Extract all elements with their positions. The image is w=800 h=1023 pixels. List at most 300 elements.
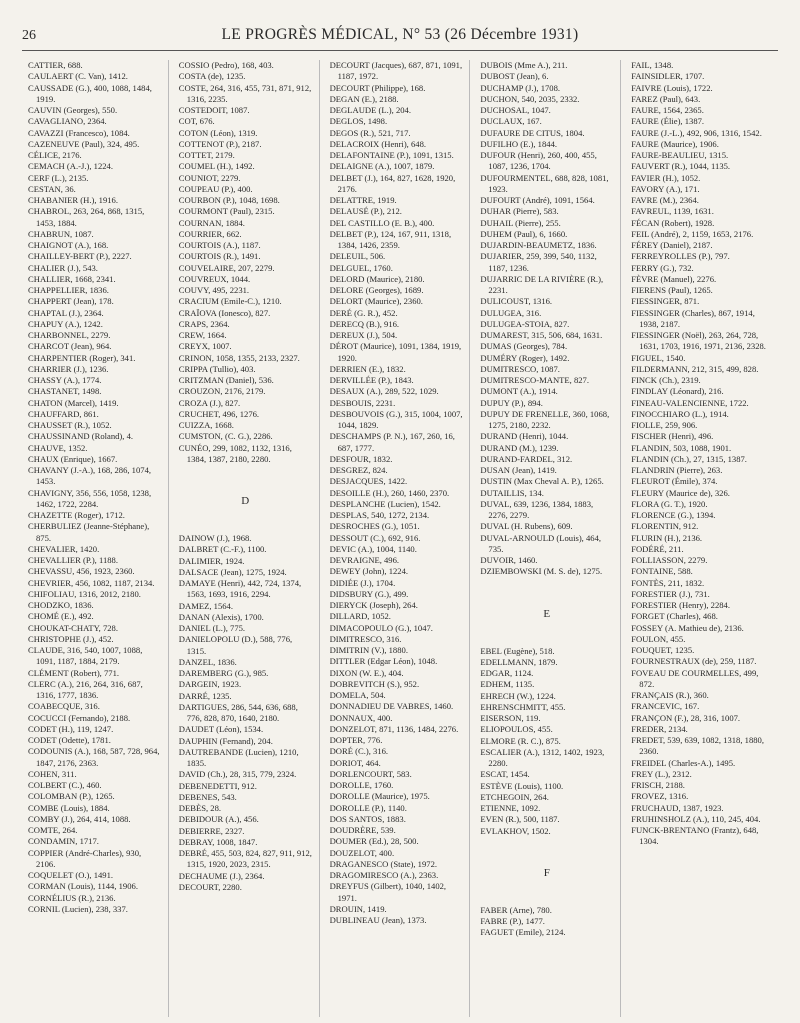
index-entry: COSTA (de), 1235.: [178, 71, 246, 82]
index-entry: CORNIL (Lucien), 238, 337.: [28, 903, 128, 914]
index-entry: DEBIDOUR (A.), 456.: [178, 814, 259, 825]
index-entry: DESGREZ, 824.: [329, 465, 388, 475]
index-entry: DESPLANCHE (Lucien), 1542.: [329, 498, 441, 509]
index-entry: FAVREUL, 1139, 1631.: [631, 206, 714, 217]
index-entry: DREYFUS (Gilbert), 1040, 1402, 1971.: [329, 881, 447, 903]
index-entry: COSTEDOIT, 1087.: [178, 105, 250, 115]
index-entry: CHEVRIER, 456, 1082, 1187, 2134.: [28, 577, 155, 588]
index-column-3: [330, 60, 471, 1017]
index-entry: FLANDIN (Ch.), 27, 1315, 1387.: [631, 453, 747, 464]
index-entry: CHAPTAL (J.), 2364.: [28, 307, 104, 318]
index-entry: DESROCHES (G.), 1051.: [329, 521, 420, 532]
index-entry: COPPIER (André-Charles), 930, 2106.: [28, 847, 142, 869]
index-entry: DUJARIER, 259, 399, 540, 1132, 1187, 1236.: [480, 251, 597, 273]
index-entry: FLANDRIN (Pierre), 263.: [631, 465, 723, 475]
index-entry: CHAILLEY-BERT (P.), 2227.: [28, 251, 132, 262]
index-entry: FAIL, 1348.: [631, 60, 674, 70]
index-entry: FAUVERT (R.), 1044, 1135.: [631, 161, 731, 172]
index-entry: CREYX, 1007.: [178, 341, 232, 352]
index-entry: DOROLLE (Maurice), 1975.: [329, 791, 430, 802]
index-entry: DUBOIS (Mme A.), 211.: [480, 60, 568, 70]
index-entry: CHAVIGNY, 356, 556, 1058, 1238, 1462, 1722, 2284.: [28, 487, 152, 509]
index-entry: FONTAINE, 588.: [631, 566, 693, 577]
index-entry: FÉCAN (Robert), 1928.: [631, 217, 715, 228]
index-entry: DECHAUME (J.), 2364.: [178, 870, 265, 881]
index-entry: DRAGANESCO (State), 1972.: [329, 858, 438, 869]
index-entry: DZIEMBOWSKI (M. S. de), 1275.: [480, 566, 603, 577]
index-entry: DORÉ (C.), 316.: [329, 746, 389, 757]
index-entry: DEBIERRE, 2327.: [178, 825, 245, 836]
index-entry: CRACIUM (Emile-C.), 1210.: [178, 296, 282, 307]
index-entry: DESBOUIS, 2231.: [329, 397, 396, 408]
index-entry: DELBET (P.), 124, 167, 911, 1318, 1384, 1426, 2359.: [329, 228, 452, 250]
index-entry: COABECQUE, 316.: [28, 701, 100, 712]
index-entry: DONNADIEU DE VABRES, 1460.: [329, 701, 454, 712]
index-entry: CRIPPA (Tullio), 403.: [178, 363, 256, 374]
index-entry: FAURE (Élie), 1387.: [631, 116, 705, 127]
index-entry: DEBRAY, 1008, 1847.: [178, 836, 258, 847]
index-column-4: [480, 60, 621, 1017]
index-entry: FABER (Arne), 780.: [480, 904, 552, 915]
index-entry: DANIEL (L.), 775.: [178, 623, 246, 633]
index-entry: DUMAREST, 315, 506, 684, 1631.: [480, 330, 603, 340]
index-entry: EDELLMANN, 1879.: [480, 656, 558, 667]
index-entry: CHAUVE, 1352.: [28, 442, 88, 453]
index-entry: FINOCCHIARO (L.), 1914.: [631, 408, 729, 419]
index-entry: DIMITRIN (V.), 1880.: [329, 645, 408, 655]
index-entry: DESSOUT (C.), 692, 916.: [329, 532, 421, 543]
index-entry: FOSSEY (A. Mathieu de), 2136.: [631, 622, 744, 633]
index-entry: CHAVANY (J.-A.), 168, 286, 1074, 1453.: [28, 465, 152, 487]
index-entry: FLEUROT (Émile), 374.: [631, 476, 718, 487]
index-entry: DUCLAUX, 167.: [480, 116, 542, 127]
index-entry: DIDIÉE (J.), 1704.: [329, 577, 396, 588]
index-entry: FAURE-BEAULIEU, 1315.: [631, 150, 729, 160]
index-entry: FOURNESTRAUX (de), 259, 1187.: [631, 656, 757, 667]
index-entry: DURAND (M.), 1239.: [480, 442, 559, 453]
page-header: [22, 26, 778, 48]
index-entry: DELBET (J.), 164, 827, 1628, 1920, 2176.: [329, 172, 456, 194]
index-entry: COMTE, 264.: [28, 825, 78, 835]
index-entry: DURAND (Henri), 1044.: [480, 431, 569, 442]
index-entry: DUVAL, 639, 1236, 1384, 1883, 2276, 2279.: [480, 498, 594, 520]
index-entry: DECOURT, 2280.: [178, 881, 242, 892]
index-entry: FILDERMANN, 212, 315, 499, 828.: [631, 363, 759, 374]
index-entry: DUHAR (Pierre), 583.: [480, 206, 559, 217]
index-entry: DESPLAS, 540, 1272, 2134.: [329, 510, 430, 520]
index-entry: DUPUY (P.), 894.: [480, 397, 543, 408]
index-entry: DUFOURMENTEL, 688, 828, 1081, 1923.: [480, 172, 609, 194]
index-entry: CHALIER (J.), 543.: [28, 262, 98, 273]
index-entry: EHRENSCHMITT, 455.: [480, 701, 566, 712]
index-entry: DUMITRESCO-MANTE, 827.: [480, 375, 590, 385]
section-letter: F: [543, 866, 551, 879]
index-entry: CORNÉLIUS (R.), 2136.: [28, 892, 116, 903]
section-letter: D: [241, 495, 251, 507]
index-entry: FERREYROLLES (P.), 797.: [631, 251, 730, 262]
index-entry: DELEUIL, 506.: [329, 251, 386, 262]
index-entry: DUBLINEAU (Jean), 1373.: [329, 915, 427, 925]
index-entry: DILLARD, 1052.: [329, 611, 391, 622]
index-entry: DONNAUX, 400.: [329, 712, 393, 723]
index-entry: CUIZZA, 1668.: [178, 420, 234, 430]
index-entry: CHAUSSET (R.), 1052.: [28, 420, 112, 430]
index-entry: FRUHINSHOLZ (A.), 110, 245, 404.: [631, 813, 761, 824]
index-entry: DUPUY DE FRENELLE, 360, 1068, 1275, 2180, 2232.: [480, 408, 610, 430]
index-entry: DUVAL (H. Rubens), 609.: [480, 521, 573, 532]
index-entry: CAZENEUVE (Paul), 324, 495.: [28, 138, 140, 149]
index-entry: DUHEM (Paul), 6, 1660.: [480, 228, 568, 239]
index-entry: DEGAN (E.), 2188.: [329, 93, 399, 104]
index-entry: DEBÈS, 28.: [178, 803, 222, 813]
index-entry: CAUVIN (Georges), 550.: [28, 105, 118, 115]
index-entry: COHEN, 311.: [28, 768, 77, 779]
index-entry: FRISCH, 2188.: [631, 780, 685, 790]
index-entry: CORMAN (Louis), 1144, 1906.: [28, 881, 138, 892]
index-entry: EHRECH (W.), 1224.: [480, 690, 556, 701]
index-entry: CODOUNIS (A.), 168, 587, 728, 964, 1847, 2176, 2363.: [28, 746, 160, 768]
index-entry: CHAUFFARD, 861.: [28, 408, 99, 419]
index-entry: FERRY (G.), 732.: [631, 262, 694, 273]
index-entry: DUMITRESCO, 1087.: [480, 363, 560, 374]
index-entry: DEBENEDETTI, 912.: [178, 780, 257, 791]
index-entry: DECOURT (Philippe), 168.: [329, 82, 426, 93]
index-entry: FRANÇAIS (R.), 360.: [631, 690, 709, 700]
index-entry: DERRIEN (E.), 1832.: [329, 363, 406, 374]
index-entry: DOPTER, 776.: [329, 735, 383, 745]
index-entry: CHAPPERT (Jean), 178.: [28, 296, 114, 307]
index-entry: DANIELOPOLU (D.), 588, 776, 1315.: [178, 634, 293, 656]
index-entry: CAUSSADE (G.), 400, 1088, 1484, 1919.: [28, 82, 152, 104]
index-entry: COSSIO (Pedro), 168, 403.: [178, 60, 274, 70]
index-entry: CHAUSSINAND (Roland), 4.: [28, 431, 134, 442]
index-entry: FINEAU-VALENCIENNE, 1722.: [631, 397, 749, 408]
index-entry: FAURE (J.-L.), 492, 906, 1316, 1542.: [631, 127, 762, 138]
index-entry: CHOUKAT-CHATY, 728.: [28, 622, 119, 633]
index-entry: DESCHAMPS (P. N.), 167, 260, 16, 687, 1777.: [329, 431, 455, 453]
index-entry: DAMEZ, 1564.: [178, 600, 233, 611]
index-entry: CLERC (A.), 216, 264, 316, 687, 1316, 1777, 1836.: [28, 678, 143, 700]
index-entry: DROUIN, 1419.: [329, 903, 387, 914]
index-entry: ESTÈVE (Louis), 1100.: [480, 780, 564, 791]
index-entry: FOLLIASSON, 2279.: [631, 555, 708, 565]
index-entry: DARTIGUES, 286, 544, 636, 688, 776, 828, 870, 1640, 2180.: [178, 701, 298, 723]
index-entry: ESCALIER (A.), 1312, 1402, 1923, 2280.: [480, 746, 605, 768]
index-entry: DELACROIX (Henri), 648.: [329, 138, 427, 149]
index-entry: COTON (Léon), 1319.: [178, 127, 258, 138]
index-entry: DOUZELOT, 400.: [329, 847, 395, 858]
index-entry: DALIMIER, 1924.: [178, 555, 245, 566]
index-entry: FREY (L.), 2312.: [631, 768, 692, 779]
index-entry: DELORD (Maurice), 2180.: [329, 273, 425, 284]
index-entry: COT, 676.: [178, 116, 215, 127]
index-entry: DIMACOPOULO (G.), 1047.: [329, 622, 433, 633]
index-entry: DERÉ (G. R.), 452.: [329, 307, 398, 318]
index-entry: EVEN (R.), 500, 1187.: [480, 814, 560, 825]
index-entry: FINDLAY (Léonard), 216.: [631, 386, 724, 397]
index-entry: DOROLLE (P.), 1140.: [329, 802, 407, 813]
index-entry: FAVRE (M.), 2364.: [631, 195, 699, 205]
index-entry: CROZA (J.), 827.: [178, 397, 241, 408]
index-entry: DUSTIN (Max Cheval A. P.), 1265.: [480, 476, 604, 487]
index-entry: CHARRIER (J.), 1236.: [28, 363, 109, 374]
index-column-5: [631, 60, 772, 1017]
index-entry: CODET (H.), 119, 1247.: [28, 723, 114, 734]
header-rule: [22, 50, 778, 51]
index-entry: EBEL (Eugène), 518.: [480, 645, 555, 656]
index-entry: DUFOURT (André), 1091, 1564.: [480, 195, 595, 205]
index-entry: DELORT (Maurice), 2360.: [329, 296, 423, 307]
index-entry: FIESSINGER (Charles), 867, 1914, 1938, 2187.: [631, 307, 755, 329]
index-entry: COLBERT (C.), 460.: [28, 780, 102, 790]
index-entry: DULUGEA, 316.: [480, 307, 542, 318]
index-entry: CHOMÉ (E.), 492.: [28, 611, 94, 622]
index-entry: DALSACE (Jean), 1275, 1924.: [178, 566, 287, 577]
index-entry: COTTENOT (P.), 2187.: [178, 138, 262, 149]
index-entry: FODÉRÉ, 211.: [631, 543, 684, 554]
index-entry: DOUDRÈRE, 539.: [329, 825, 396, 835]
index-entry: COUMEL (H.), 1492.: [178, 161, 255, 172]
index-entry: CHAUX (Enrique), 1667.: [28, 453, 118, 464]
index-entry: CHAIGNOT (A.), 168.: [28, 240, 109, 250]
index-entry: COLOMBAN (P.), 1265.: [28, 791, 115, 802]
index-entry: FAURE, 1564, 2365.: [631, 105, 704, 115]
index-entry: DIXON (W. E.), 404.: [329, 667, 404, 678]
index-entry: DEVIC (A.), 1004, 1140.: [329, 543, 417, 554]
index-entry: DUCHON, 540, 2035, 2332.: [480, 93, 580, 104]
index-entry: DUFOUR (Henri), 260, 400, 455, 1087, 1236, 1704.: [480, 150, 597, 172]
index-entry: DARRÉ, 1235.: [178, 690, 232, 701]
index-entry: DERVILLÉE (P.), 1843.: [329, 375, 414, 385]
index-entry: DEVRAIGNE, 496.: [329, 555, 400, 565]
index-entry: CRINON, 1058, 1355, 2133, 2327.: [178, 352, 300, 363]
index-entry: DEGOS (R.), 521, 717.: [329, 127, 411, 138]
index-entry: COURMONT (Paul), 2315.: [178, 206, 275, 217]
index-entry: CHARPENTIER (Roger), 341.: [28, 352, 136, 363]
index-entry: DAREMBERG (G.), 985.: [178, 668, 269, 678]
index-entry: COSTE, 264, 316, 455, 731, 871, 912, 1316, 2235.: [178, 82, 312, 104]
index-entry: COMBE (Louis), 1884.: [28, 802, 110, 813]
index-entry: DEL CASTILLO (E. B.), 400.: [329, 217, 435, 228]
index-entry: FOVEAU DE COURMELLES, 499, 872.: [631, 667, 759, 689]
index-entry: COCUCCI (Fernando), 2188.: [28, 712, 131, 723]
index-entry: ETIENNE, 1092.: [480, 803, 541, 813]
index-entry: FIERENS (Paul), 1265.: [631, 285, 713, 295]
index-entry: COURTOIS (A.), 1187.: [178, 240, 261, 250]
index-entry: DEBENES, 543.: [178, 791, 237, 802]
index-entry: FABRE (P.), 1477.: [480, 916, 545, 926]
index-entry: CONDAMIN, 1717.: [28, 836, 99, 847]
index-entry: FAGUET (Emile), 2124.: [480, 927, 566, 938]
index-entry: CERF (L.), 2135.: [28, 172, 89, 183]
index-entry: FROVEZ, 1316.: [631, 791, 689, 802]
index-entry: CAVAZZI (Francesco), 1084.: [28, 127, 130, 138]
index-entry: CLAUDE, 316, 540, 1007, 1088, 1091, 1187, 1884, 2179.: [28, 645, 143, 667]
index-entry: DELATTRE, 1919.: [329, 195, 397, 205]
index-entry: FORESTIER (J.), 731.: [631, 588, 710, 599]
index-entry: CHABROL, 263, 264, 868, 1315, 1453, 1884.: [28, 206, 145, 228]
index-entry: FLORA (G. T.), 1920.: [631, 498, 708, 509]
index-entry: DANAN (Alexis), 1700.: [178, 611, 264, 622]
page-number: 26: [22, 28, 36, 43]
index-entry: DESAUX (A.), 289, 522, 1029.: [329, 386, 439, 397]
index-entry: DUMAS (Georges), 784.: [480, 341, 568, 352]
index-entry: DELGUEL, 1760.: [329, 262, 393, 273]
index-entry: COQUELET (O.), 1491.: [28, 870, 114, 880]
index-entry: DEBRÉ, 455, 503, 824, 827, 911, 912, 1315, 1920, 2023, 2315.: [178, 848, 312, 870]
index-entry: DAINOW (J.), 1968.: [178, 533, 252, 543]
index-entry: CHIFOLIAU, 1316, 2012, 2180.: [28, 588, 141, 599]
index-entry: DOROLLE, 1760.: [329, 780, 394, 790]
index-entry: DULUGEA-STOIA, 827.: [480, 318, 570, 329]
index-entry: COMBY (J.), 264, 414, 1088.: [28, 813, 131, 824]
index-entry: FISCHER (Henri), 496.: [631, 431, 714, 442]
index-entry: FAVORY (A.), 171.: [631, 183, 700, 194]
index-entry: DIMITRESCO, 316.: [329, 633, 402, 644]
index-entry: CHEVASSU, 456, 1923, 2360.: [28, 566, 135, 577]
index-entry: DUHAIL (Pierre), 255.: [480, 217, 561, 228]
index-entry: DAMAYE (Henri), 442, 724, 1374, 1563, 1693, 1916, 2294.: [178, 578, 302, 600]
index-entry: FLEURY (Maurice de), 326.: [631, 487, 730, 498]
index-entry: DELAIGNE (A.), 1007, 1879.: [329, 161, 435, 172]
index-entry: CROUZON, 2176, 2179.: [178, 386, 266, 397]
index-entry: CODET (Odette), 1781.: [28, 735, 111, 745]
index-entry: COUVY, 495, 2231.: [178, 285, 250, 295]
index-entry: CESTAN, 36.: [28, 183, 76, 194]
index-entry: CHATON (Marcel), 1419.: [28, 397, 119, 408]
index-entry: DUVAL-ARNOULD (Louis), 464, 735.: [480, 532, 602, 554]
index-entry: DAUPHIN (Fernand), 204.: [178, 735, 273, 746]
index-entry: EDGAR, 1124.: [480, 668, 534, 678]
index-entry: FREDET, 539, 639, 1082, 1318, 1880, 2360.: [631, 735, 764, 757]
index-entry: EISERSON, 119.: [480, 713, 541, 723]
index-entry: FORESTIER (Henry), 2284.: [631, 600, 731, 610]
index-entry: DELORE (Georges), 1689.: [329, 285, 424, 295]
index-entry: FIGUEL, 1540.: [631, 352, 686, 363]
index-entry: FOULON, 455.: [631, 633, 686, 644]
index-entry: CHALLIER, 1668, 2341.: [28, 273, 116, 284]
index-entry: DUFILHO (E.), 1844.: [480, 138, 558, 149]
index-entry: CRAPS, 2364.: [178, 318, 230, 329]
index-entry: CHABRUN, 1087.: [28, 228, 94, 239]
index-entry: DÉROT (Maurice), 1091, 1384, 1919, 1920.: [329, 341, 462, 363]
index-entry: CATTIER, 688.: [28, 60, 83, 70]
index-entry: DOS SANTOS, 1883.: [329, 813, 406, 824]
index-entry: CHEVALLIER (P.), 1188.: [28, 555, 118, 565]
index-entry: FUNCK-BRENTANO (Frantz), 648, 1304.: [631, 825, 759, 847]
index-entry: CRITZMAN (Daniel), 536.: [178, 375, 274, 385]
index-entry: ESCAT, 1454.: [480, 769, 530, 780]
index-entry: CAVAGLIANO, 2364.: [28, 116, 107, 127]
index-entry: DOMELA, 504.: [329, 690, 386, 700]
index-entry: DELAFONTAINE (P.), 1091, 1315.: [329, 150, 454, 160]
index-entry: DESJACQUES, 1422.: [329, 476, 408, 487]
index-entry: CRAÏOVA (Ionesco), 827.: [178, 307, 271, 318]
index-entry: CAULAERT (C. Van), 1412.: [28, 71, 128, 82]
index-entry: FIOLLE, 259, 906.: [631, 420, 698, 430]
index-entry: CHASSY (A.), 1774.: [28, 375, 102, 385]
index-column-1: [28, 60, 169, 1017]
index-entry: DEREUX (J.), 504.: [329, 330, 398, 340]
index-entry: DEGLOS, 1498.: [329, 116, 388, 127]
index-entry: FAINSIDLER, 1707.: [631, 71, 705, 82]
index-entry: FAREZ (Paul), 643.: [631, 93, 701, 104]
index-entry: CREW, 1664.: [178, 330, 227, 340]
index-entry: FAVIER (H.), 1052.: [631, 172, 701, 183]
index-columns: [28, 60, 772, 1017]
index-entry: FLANDIN, 503, 1088, 1901.: [631, 442, 732, 453]
index-entry: DEWEY (John), 1224.: [329, 566, 409, 577]
index-entry: COUNIOT, 2279.: [178, 172, 241, 183]
index-entry: FIESSINGER (Noël), 263, 264, 728, 1631, 1703, 1916, 1971, 2136, 2328.: [631, 330, 766, 352]
index-entry: CHARCOT (Jean), 964.: [28, 341, 112, 352]
index-entry: DRAGOMIRESCO (A.), 2363.: [329, 870, 439, 880]
index-entry: FLORENCE (G.), 1394.: [631, 510, 716, 520]
index-entry: DONZELOT, 871, 1136, 1484, 2276.: [329, 723, 459, 734]
index-entry: FRANCEVIC, 167.: [631, 701, 700, 712]
index-entry: FOUQUET, 1235.: [631, 645, 695, 655]
running-title: LE PROGRÈS MÉDICAL, N° 53 (26 Décembre 1931): [221, 26, 579, 43]
index-entry: DUMONT (A.), 1914.: [480, 386, 558, 397]
index-entry: DUSAN (Jean), 1419.: [480, 465, 557, 475]
index-entry: DUCHAMP (J.), 1708.: [480, 82, 561, 93]
index-entry: DUJARDIN-BEAUMETZ, 1836.: [480, 240, 597, 250]
index-entry: DAUTREBANDE (Lucien), 1210, 1835.: [178, 746, 299, 768]
index-entry: DORIOT, 464.: [329, 757, 381, 768]
index-entry: COUVELAIRE, 207, 2279.: [178, 262, 275, 273]
index-entry: CUNÉO, 299, 1082, 1132, 1316, 1384, 1387, 2180, 2280.: [178, 442, 292, 464]
index-entry: DUFAURE DE CITUS, 1804.: [480, 127, 585, 138]
index-entry: COUVREUX, 1044.: [178, 273, 251, 284]
index-entry: FLORENTIN, 912.: [631, 521, 699, 532]
index-entry: CHEVALIER, 1420.: [28, 543, 100, 554]
index-entry: CEMACH (A.-J.), 1224.: [28, 161, 113, 172]
index-entry: DIDSBURY (G.), 499.: [329, 588, 409, 599]
index-entry: DAVID (Ch.), 28, 315, 779, 2324.: [178, 769, 297, 780]
index-entry: ETCHEGOIN, 264.: [480, 791, 549, 802]
index-entry: COURTOIS (R.), 1491.: [178, 251, 261, 262]
index-entry: FINCK (Ch.), 2319.: [631, 375, 701, 385]
index-entry: DULICOUST, 1316.: [480, 296, 553, 307]
index-entry: DELAUSÉ (P.), 212.: [329, 206, 402, 217]
index-entry: FRUCHAUD, 1387, 1923.: [631, 802, 724, 813]
index-entry: COURBON (P.), 1048, 1698.: [178, 195, 280, 205]
index-entry: CHAPUY (A.), 1242.: [28, 318, 103, 329]
index-entry: DUTAILLIS, 134.: [480, 487, 544, 498]
index-entry: DOBREVITCH (S.), 952.: [329, 678, 420, 689]
index-entry: FORGET (Charles), 468.: [631, 611, 718, 622]
index-entry: DIERYCK (Joseph), 264.: [329, 600, 418, 610]
index-entry: FEIL (André), 2, 1159, 1653, 2176.: [631, 228, 754, 239]
index-entry: ELIOPOULOS, 455.: [480, 724, 553, 735]
index-entry: FREIDEL (Charles-A.), 1495.: [631, 757, 736, 768]
index-entry: CHAPPELLIER, 1836.: [28, 285, 109, 295]
index-entry: FRANÇON (F.), 28, 316, 1007.: [631, 712, 741, 723]
index-entry: ELMORE (R. C.), 875.: [480, 735, 561, 746]
index-entry: DECOURT (Jacques), 687, 871, 1091, 1187, 1972.: [329, 60, 463, 82]
index-entry: CRUCHET, 496, 1276.: [178, 408, 260, 419]
index-entry: CUMSTON, (C. G.), 2286.: [178, 431, 273, 442]
index-entry: CHABANIER (H.), 1916.: [28, 195, 118, 205]
index-column-2: [179, 60, 320, 1017]
index-entry: DERECQ (B.), 916.: [329, 318, 400, 329]
index-entry: EVLAKHOV, 1502.: [480, 825, 551, 836]
index-entry: CHASTANET, 1498.: [28, 386, 102, 397]
index-entry: DUVOIR, 1460.: [480, 555, 538, 565]
index-entry: CÉLICE, 2176.: [28, 150, 82, 160]
index-entry: COURRIER, 662.: [178, 228, 242, 239]
index-entry: CHERBULIEZ (Jeanne-Stéphane), 875.: [28, 521, 150, 543]
